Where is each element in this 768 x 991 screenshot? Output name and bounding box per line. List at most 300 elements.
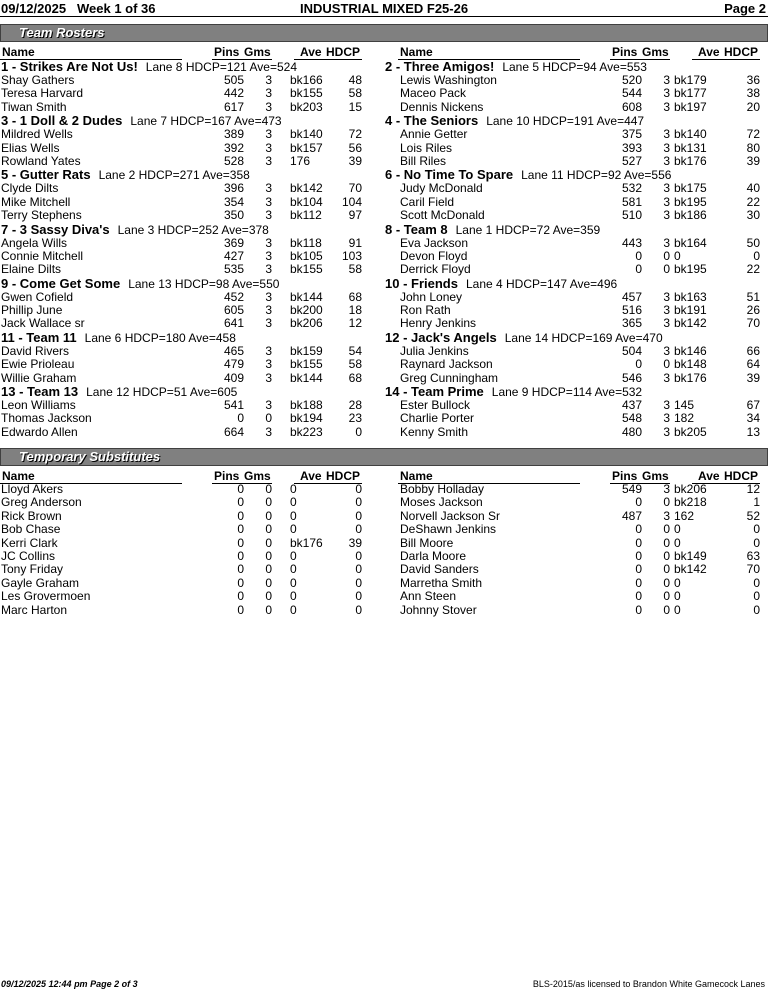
player-average: bk176 — [290, 535, 323, 550]
player-row — [384, 73, 760, 86]
player-row — [384, 482, 760, 495]
player-average: bk177 — [674, 86, 707, 101]
player-name: Phillip June — [1, 303, 63, 318]
player-pins: 409 — [223, 370, 244, 385]
player-average: bk118 — [290, 235, 322, 250]
footer-timestamp: 09/12/2025 12:44 pm Page 2 of 3 — [1, 979, 138, 989]
player-name: Ewie Prioleau — [1, 357, 75, 372]
player-average: 0 — [290, 482, 297, 496]
player-handicap: 0 — [753, 575, 760, 590]
team-name: 8 - Team 8 — [385, 221, 448, 237]
player-average: bk195 — [674, 262, 707, 277]
player-pins: 527 — [621, 153, 642, 168]
player-row — [384, 411, 760, 424]
player-games: 0 — [663, 495, 670, 510]
player-row — [0, 290, 362, 303]
player-row — [0, 262, 362, 275]
player-pins: 427 — [223, 248, 244, 263]
player-name: Johnny Stover — [400, 602, 477, 617]
player-row — [0, 549, 362, 562]
player-row — [384, 262, 760, 275]
player-average: bk200 — [290, 303, 323, 318]
player-games: 3 — [663, 140, 670, 155]
player-games: 0 — [265, 562, 272, 577]
section-title: Team Rosters — [19, 25, 105, 40]
team-header — [0, 167, 362, 181]
player-games: 3 — [663, 73, 670, 87]
player-handicap: 48 — [348, 73, 362, 87]
footer-license: BLS-2015/as licensed to Brandon White Gamecock Lanes — [532, 979, 765, 989]
player-games: 3 — [663, 343, 670, 358]
player-row — [384, 127, 760, 140]
player-average: bk166 — [290, 73, 323, 87]
player-average: bk163 — [674, 289, 707, 304]
player-row — [384, 549, 760, 562]
player-pins: 0 — [237, 535, 244, 550]
player-games: 0 — [265, 548, 272, 563]
player-games: 3 — [265, 235, 272, 250]
player-average: bk205 — [674, 424, 707, 439]
player-name: Maceo Pack — [400, 86, 467, 101]
team-header — [0, 384, 362, 398]
team-name: 1 - Strikes Are Not Us! — [1, 59, 138, 74]
team-info: Lane 2 HDCP=271 Ave=358 — [98, 168, 250, 183]
player-average: bk164 — [674, 235, 707, 250]
player-row — [0, 181, 362, 194]
player-handicap: 97 — [348, 208, 362, 223]
player-handicap: 70 — [746, 316, 760, 331]
player-handicap: 23 — [348, 411, 362, 426]
player-games: 0 — [265, 602, 272, 617]
player-games: 0 — [265, 575, 272, 590]
player-pins: 0 — [635, 602, 642, 617]
player-row — [0, 576, 362, 589]
player-handicap: 56 — [348, 140, 362, 155]
player-pins: 0 — [237, 562, 244, 577]
player-pins: 0 — [237, 482, 244, 496]
player-average: 0 — [290, 602, 297, 617]
team-header — [384, 113, 760, 127]
player-pins: 0 — [635, 248, 642, 263]
player-games: 0 — [265, 482, 272, 496]
player-row — [384, 249, 760, 262]
player-games: 3 — [663, 153, 670, 168]
player-pins: 535 — [223, 262, 244, 277]
player-average: 0 — [674, 535, 681, 550]
player-name: Teresa Harvard — [1, 86, 84, 101]
player-pins: 0 — [635, 522, 642, 537]
player-pins: 0 — [635, 495, 642, 510]
player-row — [384, 522, 760, 535]
player-row — [384, 562, 760, 575]
player-pins: 0 — [237, 575, 244, 590]
player-games: 0 — [265, 495, 272, 510]
player-pins: 487 — [621, 508, 642, 523]
player-name: Lloyd Akers — [1, 482, 64, 496]
player-row — [0, 522, 362, 535]
player-games: 0 — [265, 508, 272, 523]
team-header — [0, 222, 362, 236]
player-average: bk188 — [290, 398, 323, 413]
player-name: Moses Jackson — [400, 495, 483, 510]
player-row — [0, 127, 362, 140]
player-games: 3 — [663, 411, 670, 426]
player-handicap: 0 — [355, 602, 362, 617]
player-name: Marretha Smith — [400, 575, 483, 590]
player-row — [384, 236, 760, 249]
player-handicap: 70 — [746, 562, 760, 577]
player-games: 3 — [265, 316, 272, 331]
player-games: 0 — [663, 522, 670, 537]
player-pins: 516 — [621, 303, 642, 318]
player-pins: 0 — [237, 548, 244, 563]
player-name: Gayle Graham — [1, 575, 80, 590]
player-name: Mildred Wells — [1, 127, 73, 142]
player-row — [0, 509, 362, 522]
player-name: Tony Friday — [1, 562, 64, 577]
player-row — [384, 86, 760, 99]
player-pins: 617 — [223, 99, 244, 114]
player-handicap: 0 — [355, 508, 362, 523]
player-games: 3 — [265, 86, 272, 101]
team-name: 2 - Three Amigos! — [385, 59, 495, 74]
player-pins: 393 — [621, 140, 642, 155]
player-name: Darla Moore — [400, 548, 467, 563]
right-team-rosters — [384, 59, 760, 438]
player-games: 3 — [663, 86, 670, 101]
player-average: bk179 — [674, 73, 707, 87]
player-row — [0, 86, 362, 99]
player-name: Annie Getter — [400, 127, 468, 142]
player-games: 3 — [265, 303, 272, 318]
player-row — [384, 316, 760, 329]
team-name: 9 - Come Get Some — [1, 275, 121, 291]
player-name: Julia Jenkins — [400, 343, 469, 358]
player-row — [384, 290, 760, 303]
player-name: Eva Jackson — [400, 235, 469, 250]
player-handicap: 0 — [753, 602, 760, 617]
player-average: bk206 — [290, 316, 323, 331]
player-average: bk176 — [674, 153, 707, 168]
player-pins: 465 — [223, 343, 244, 358]
player-pins: 664 — [223, 424, 244, 439]
player-average: bk104 — [290, 194, 323, 209]
team-info: Lane 9 HDCP=114 Ave=532 — [491, 385, 643, 400]
player-pins: 544 — [621, 86, 642, 101]
team-info: Lane 11 HDCP=92 Ave=556 — [521, 168, 672, 183]
player-average: bk194 — [290, 411, 323, 426]
player-average: 0 — [674, 589, 681, 604]
player-pins: 549 — [621, 482, 642, 496]
player-average: bk131 — [674, 140, 707, 155]
player-games: 3 — [663, 370, 670, 385]
team-name: 14 - Team Prime — [385, 384, 484, 400]
player-name: Greg Anderson — [1, 495, 82, 510]
team-info: Lane 3 HDCP=252 Ave=378 — [117, 222, 269, 237]
team-info: Lane 10 HDCP=191 Ave=447 — [486, 114, 645, 129]
player-handicap: 39 — [746, 370, 760, 385]
player-name: Ron Rath — [400, 303, 451, 318]
player-pins: 520 — [621, 73, 642, 87]
team-info: Lane 7 HDCP=167 Ave=473 — [130, 114, 282, 129]
player-average: bk159 — [290, 343, 323, 358]
player-row — [384, 536, 760, 549]
player-games: 0 — [663, 262, 670, 277]
player-average: 0 — [674, 522, 681, 537]
header-rule — [0, 16, 768, 17]
player-pins: 0 — [237, 495, 244, 510]
player-row — [0, 249, 362, 262]
player-pins: 546 — [621, 370, 642, 385]
player-average: bk206 — [674, 482, 707, 496]
player-name: Tiwan Smith — [1, 99, 67, 114]
player-row — [0, 141, 362, 154]
player-games: 3 — [265, 289, 272, 304]
player-handicap: 72 — [348, 127, 362, 142]
player-name: Charlie Porter — [400, 411, 475, 426]
player-name: Henry Jenkins — [400, 316, 477, 331]
player-handicap: 39 — [746, 153, 760, 168]
player-games: 0 — [663, 575, 670, 590]
player-pins: 389 — [223, 127, 244, 142]
player-name: Clyde Dilts — [1, 181, 59, 196]
player-games: 3 — [663, 482, 670, 496]
player-pins: 480 — [621, 424, 642, 439]
player-handicap: 28 — [348, 398, 362, 413]
player-handicap: 15 — [348, 99, 362, 114]
player-handicap: 54 — [348, 343, 362, 358]
column-header-right: Name Pins Gms Ave HDCP — [400, 45, 759, 59]
player-pins: 0 — [237, 589, 244, 604]
player-handicap: 58 — [348, 357, 362, 372]
player-pins: 532 — [621, 181, 642, 196]
player-games: 3 — [663, 508, 670, 523]
player-average: 182 — [674, 411, 695, 426]
player-handicap: 58 — [348, 86, 362, 101]
player-handicap: 58 — [348, 262, 362, 277]
player-games: 3 — [265, 127, 272, 142]
report-date: 09/12/2025 — [1, 1, 67, 16]
player-games: 0 — [663, 589, 670, 604]
player-pins: 392 — [223, 140, 244, 155]
team-info: Lane 6 HDCP=180 Ave=458 — [84, 330, 236, 345]
player-games: 3 — [663, 316, 670, 331]
player-handicap: 0 — [355, 424, 362, 439]
team-name: 3 - 1 Doll & 2 Dudes — [1, 113, 123, 129]
player-average: 176 — [290, 153, 311, 168]
player-row — [384, 195, 760, 208]
player-handicap: 0 — [355, 482, 362, 496]
page-number: Page 2 — [724, 1, 766, 16]
player-name: Terry Stephens — [1, 208, 82, 223]
player-games: 0 — [663, 602, 670, 617]
player-pins: 0 — [635, 262, 642, 277]
player-games: 0 — [663, 248, 670, 263]
team-info: Lane 13 HDCP=98 Ave=550 — [128, 276, 280, 291]
player-games: 0 — [265, 589, 272, 604]
player-name: Mike Mitchell — [1, 194, 71, 209]
player-row — [0, 195, 362, 208]
player-name: Greg Cunningham — [400, 370, 499, 385]
player-name: Angela Wills — [1, 235, 68, 250]
player-handicap: 30 — [746, 208, 760, 223]
player-row — [384, 495, 760, 508]
player-average: 0 — [290, 508, 297, 523]
player-games: 3 — [265, 370, 272, 385]
player-average: 162 — [674, 508, 695, 523]
player-name: David Rivers — [1, 343, 70, 358]
player-average: bk144 — [290, 370, 323, 385]
player-games: 3 — [265, 73, 272, 87]
player-pins: 0 — [237, 602, 244, 617]
player-name: Leon Williams — [1, 398, 76, 413]
player-handicap: 40 — [746, 181, 760, 196]
player-row — [384, 371, 760, 384]
left-team-rosters — [0, 59, 362, 438]
player-handicap: 50 — [746, 235, 760, 250]
player-games: 3 — [265, 99, 272, 114]
player-pins: 605 — [223, 303, 244, 318]
team-info: Lane 4 HDCP=147 Ave=496 — [465, 276, 618, 291]
player-games: 3 — [265, 140, 272, 155]
player-handicap: 0 — [355, 575, 362, 590]
week-label: Week 1 of 36 — [77, 1, 156, 16]
player-name: Raynard Jackson — [400, 357, 493, 372]
player-row — [0, 357, 362, 370]
player-games: 3 — [663, 303, 670, 318]
player-name: Caril Field — [400, 194, 455, 209]
player-average: bk140 — [290, 127, 323, 142]
player-name: John Loney — [400, 289, 463, 304]
section-banner-substitutes — [0, 448, 768, 466]
player-handicap: 103 — [341, 248, 362, 263]
player-name: Bobby Holladay — [400, 482, 485, 496]
player-row — [0, 425, 362, 438]
player-pins: 0 — [635, 589, 642, 604]
player-average: bk191 — [674, 303, 707, 318]
team-header — [0, 113, 362, 127]
player-handicap: 0 — [753, 589, 760, 604]
player-games: 3 — [663, 194, 670, 209]
player-name: Shay Gathers — [1, 73, 75, 87]
player-row — [384, 208, 760, 221]
section-title: Temporary Substitutes — [19, 449, 161, 464]
player-handicap: 0 — [355, 589, 362, 604]
player-pins: 504 — [621, 343, 642, 358]
player-average: 0 — [290, 522, 297, 537]
player-row — [384, 344, 760, 357]
subs-column-header-left: Name Pins Gms Ave HDCP — [2, 469, 361, 483]
player-handicap: 22 — [746, 194, 760, 209]
player-games: 3 — [265, 248, 272, 263]
team-header — [384, 167, 760, 181]
player-name: Willie Graham — [1, 370, 77, 385]
player-handicap: 80 — [746, 140, 760, 155]
player-row — [384, 181, 760, 194]
player-handicap: 13 — [746, 424, 760, 439]
player-games: 3 — [663, 181, 670, 196]
player-name: Judy McDonald — [400, 181, 483, 196]
page-header — [0, 0, 768, 16]
column-header-left: Name Pins Gms Ave HDCP — [2, 45, 361, 59]
team-name: 6 - No Time To Spare — [385, 167, 514, 183]
player-row — [0, 236, 362, 249]
player-pins: 581 — [621, 194, 642, 209]
team-header — [0, 276, 362, 290]
player-average: 0 — [290, 575, 297, 590]
team-name: 13 - Team 13 — [1, 384, 79, 400]
player-games: 3 — [663, 398, 670, 413]
player-row — [384, 509, 760, 522]
player-name: Dennis Nickens — [400, 99, 484, 114]
player-name: Gwen Cofield — [1, 289, 74, 304]
player-name: DeShawn Jenkins — [400, 522, 497, 537]
player-pins: 541 — [223, 398, 244, 413]
player-row — [0, 603, 362, 616]
team-name: 4 - The Seniors — [385, 113, 479, 129]
player-handicap: 36 — [746, 73, 760, 87]
player-average: bk157 — [290, 140, 323, 155]
player-pins: 457 — [621, 289, 642, 304]
player-handicap: 63 — [746, 548, 760, 563]
player-handicap: 39 — [348, 153, 362, 168]
team-name: 5 - Gutter Rats — [1, 167, 91, 183]
player-pins: 0 — [237, 522, 244, 537]
player-average: 0 — [290, 589, 297, 604]
player-pins: 396 — [223, 181, 244, 196]
player-average: bk175 — [674, 181, 707, 196]
player-games: 3 — [265, 194, 272, 209]
player-games: 3 — [265, 153, 272, 168]
player-games: 3 — [663, 208, 670, 223]
player-name: Connie Mitchell — [1, 248, 84, 263]
player-pins: 0 — [635, 357, 642, 372]
player-handicap: 0 — [355, 495, 362, 510]
player-average: bk176 — [674, 370, 707, 385]
player-row — [0, 208, 362, 221]
player-name: Rick Brown — [1, 508, 62, 523]
player-row — [0, 536, 362, 549]
player-games: 3 — [265, 357, 272, 372]
player-pins: 0 — [635, 575, 642, 590]
team-name: 10 - Friends — [385, 275, 458, 291]
player-row — [0, 482, 362, 495]
team-header — [384, 222, 760, 236]
player-pins: 548 — [621, 411, 642, 426]
player-name: Rowland Yates — [1, 153, 81, 168]
player-games: 3 — [265, 398, 272, 413]
player-row — [384, 154, 760, 167]
player-name: Elias Wells — [1, 140, 60, 155]
player-name: Scott McDonald — [400, 208, 485, 223]
player-row — [0, 344, 362, 357]
player-average: bk148 — [674, 357, 707, 372]
player-name: Bob Chase — [1, 522, 61, 537]
team-header — [384, 330, 760, 344]
player-name: Marc Harton — [1, 602, 68, 617]
player-handicap: 0 — [355, 548, 362, 563]
player-name: Elaine Dilts — [1, 262, 62, 277]
player-games: 3 — [663, 235, 670, 250]
player-games: 0 — [265, 411, 272, 426]
team-header — [0, 330, 362, 344]
player-row — [0, 371, 362, 384]
team-name: 11 - Team 11 — [1, 329, 77, 345]
player-average: bk218 — [674, 495, 707, 510]
player-average: bk105 — [290, 248, 323, 263]
player-row — [384, 425, 760, 438]
player-average: bk146 — [674, 343, 707, 358]
